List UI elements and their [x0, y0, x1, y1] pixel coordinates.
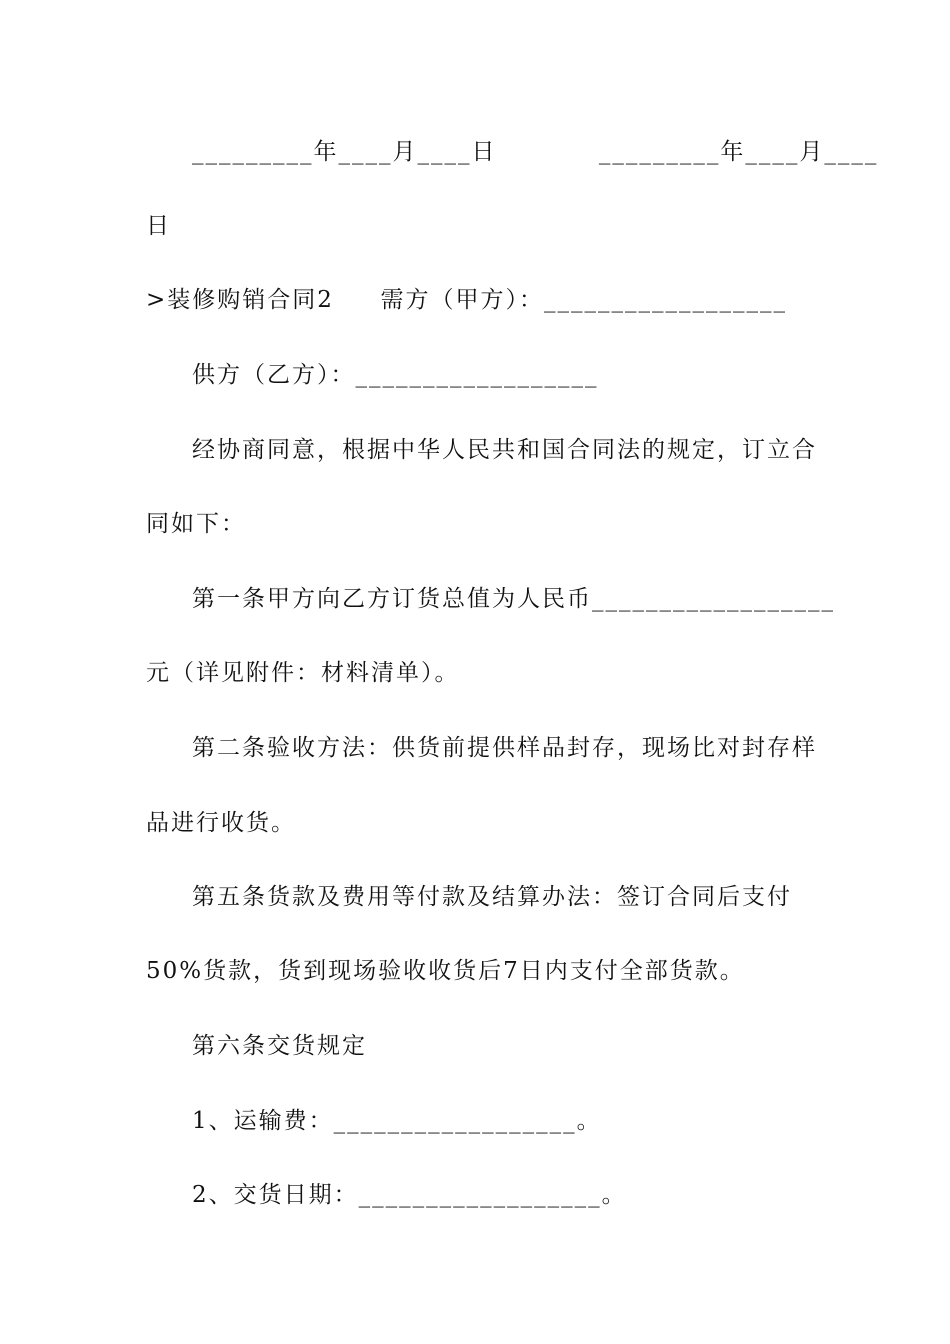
article-5-paragraph: 第五条货款及费用等付款及结算办法：签订合同后支付	[192, 884, 792, 910]
article-1-paragraph: 第一条甲方向乙方订货总值为人民币__________________	[192, 586, 835, 612]
signature-date-continuation: 日	[146, 213, 171, 239]
article-6-heading: 第六条交货规定	[192, 1033, 367, 1059]
preamble-paragraph: 经协商同意，根据中华人民共和国合同法的规定，订立合	[192, 437, 817, 463]
supplier-line: 供方（乙方）：__________________	[192, 362, 599, 388]
signature-date-line: _________年____月____日 _________年____月____	[192, 139, 879, 165]
article-6-item-1: 1、运输费：__________________。	[192, 1108, 602, 1134]
preamble-paragraph-continuation: 同如下：	[146, 511, 246, 537]
article-1-continuation: 元（详见附件：材料清单）。	[146, 660, 460, 686]
article-2-continuation: 品进行收货。	[146, 810, 296, 836]
article-6-item-2: 2、交货日期：__________________。	[192, 1182, 627, 1208]
article-2-paragraph: 第二条验收方法：供货前提供样品封存，现场比对封存样	[192, 735, 817, 761]
article-5-continuation: 50%货款，货到现场验收收货后7日内支付全部货款。	[146, 958, 745, 984]
contract-title-buyer-line: >装修购销合同2 需方（甲方）：__________________	[146, 287, 787, 313]
